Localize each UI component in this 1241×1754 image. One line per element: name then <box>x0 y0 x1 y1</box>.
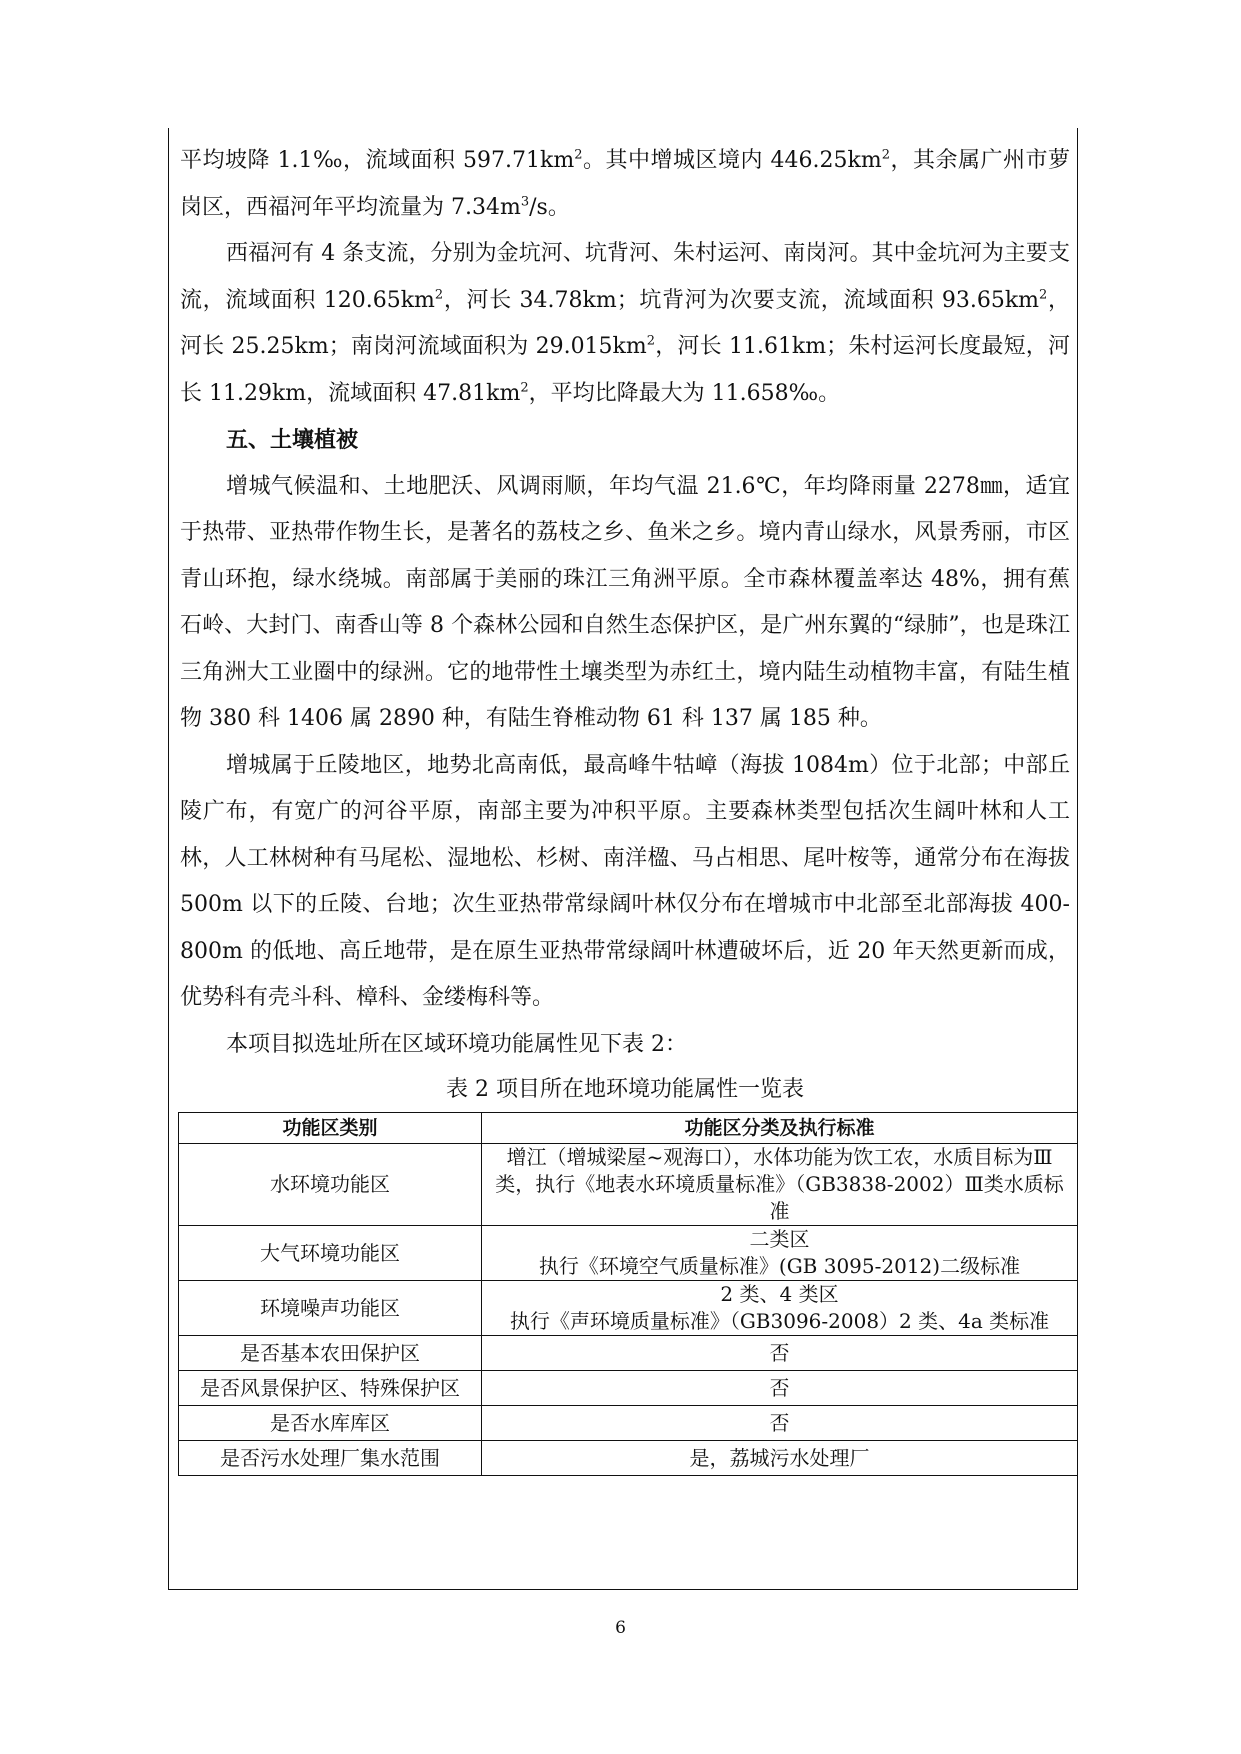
paragraph-tributaries: 西福河有 4 条支流，分别为金坑河、坑背河、朱村运河、南岗河。其中金坑河为主要支流，流域面积 $120.65km^2$，河长 34.78km；坑背河为次要支流，流域面积 $93.65km^2$，河长 25.25km；南岗河流域面积为 $29.015km^2$，河长 11.61km；朱村运河长度最短，河长 11.29km，流域面积 $47.81km^2$，平均比降最大为 11.658‰。 <box>180 241 1070 406</box>
standard-line: 执行《声环境质量标准》（GB3096-2008）2 类、4a 类标准 <box>509 1309 1050 1333</box>
table-row <box>179 1406 1078 1441</box>
paragraph-climate: 增城气候温和、土地肥沃、风调雨顺，年均气温 21.6℃，年均降雨量 2278㎜，适宜于热带、亚热带作物生长，是著名的荔枝之乡、鱼米之乡。境内青山绿水，风景秀丽，市区青山环抱，绿水绕城。南部属于美丽的珠江三角洲平原。全市森林覆盖率达 48%，拥有蕉石岭、大封门、南香山等 8 个森林公园和自然生态保护区，是广州东翼的“绿肺”，也是珠江三角洲大工业圈中的绿洲。它的地带性土壤类型为赤红土，境内陆生动植物丰富，有陆生植物 380 科 1406 属 2890 种，有陆生脊椎动物 61 科 137 属 185 种。 <box>180 473 1070 731</box>
table-row <box>179 1371 1078 1406</box>
table-row <box>179 1336 1078 1371</box>
row-category: 是否水库库区 <box>179 1406 482 1441</box>
row-standard: 否 <box>482 1336 1078 1371</box>
row-category: 环境噪声功能区 <box>179 1281 482 1336</box>
table-header-row <box>179 1113 1078 1144</box>
header-category: 功能区类别 <box>179 1113 482 1144</box>
environment-function-table <box>178 1112 1078 1476</box>
table-row <box>179 1281 1078 1336</box>
standard-line: 2 类、4 类区 <box>720 1282 839 1306</box>
row-standard: 否 <box>482 1371 1078 1406</box>
page-number: 6 <box>615 1618 626 1638</box>
row-category: 是否风景保护区、特殊保护区 <box>179 1371 482 1406</box>
row-category: 是否基本农田保护区 <box>179 1336 482 1371</box>
paragraph-terrain: 增城属于丘陵地区，地势北高南低，最高峰牛牯嶂（海拔 1084m）位于北部；中部丘陵广布，有宽广的河谷平原，南部主要为冲积平原。主要森林类型包括次生阔叶林和人工林，人工林树种有马尾松、湿地松、杉树、南洋楹、马占相思、尾叶桉等，通常分布在海拔 500m 以下的丘陵、台地；次生亚热带常绿阔叶林仅分布在增城市中北部至北部海拔 400-800m 的低地、高丘地带，是在原生亚热带常绿阔叶林遭破坏后，近 20 年天然更新而成，优势科有壳斗科、樟科、金缕梅科等。 <box>180 752 1070 1010</box>
row-category: 是否污水处理厂集水范围 <box>179 1441 482 1476</box>
row-category: 大气环境功能区 <box>179 1226 482 1281</box>
table-row <box>179 1144 1078 1226</box>
paragraph-river-slope: 平均坡降 1.1‰，流域面积 $597.71km^2$。其中增城区境内 $446.25km^2$，其余属广州市萝岗区，西福河年平均流量为 $7.34m^3/s$。 <box>180 147 1070 220</box>
section-heading-soil-vegetation: 五、土壤植被 <box>226 427 359 453</box>
standard-line: 执行《环境空气质量标准》(GB 3095-2012)二级标准 <box>538 1254 1021 1278</box>
row-standard <box>482 1226 1078 1281</box>
row-standard <box>482 1281 1078 1336</box>
row-standard: 是，荔城污水处理厂 <box>482 1441 1078 1476</box>
document-body <box>180 138 1070 1476</box>
table-row <box>179 1441 1078 1476</box>
table-caption: 表 2 项目所在地环境功能属性一览表 <box>446 1077 804 1102</box>
row-standard: 否 <box>482 1406 1078 1441</box>
row-category: 水环境功能区 <box>179 1144 482 1226</box>
paragraph-table-intro: 本项目拟选址所在区域环境功能属性见下表 2： <box>226 1031 687 1057</box>
standard-line: 二类区 <box>749 1227 810 1251</box>
header-standard: 功能区分类及执行标准 <box>482 1113 1078 1144</box>
row-standard: 增江（增城梁屋~观海口），水体功能为饮工农，水质目标为Ⅲ类，执行《地表水环境质量标准》（GB3838-2002）Ⅲ类水质标准 <box>482 1144 1078 1226</box>
table-row <box>179 1226 1078 1281</box>
